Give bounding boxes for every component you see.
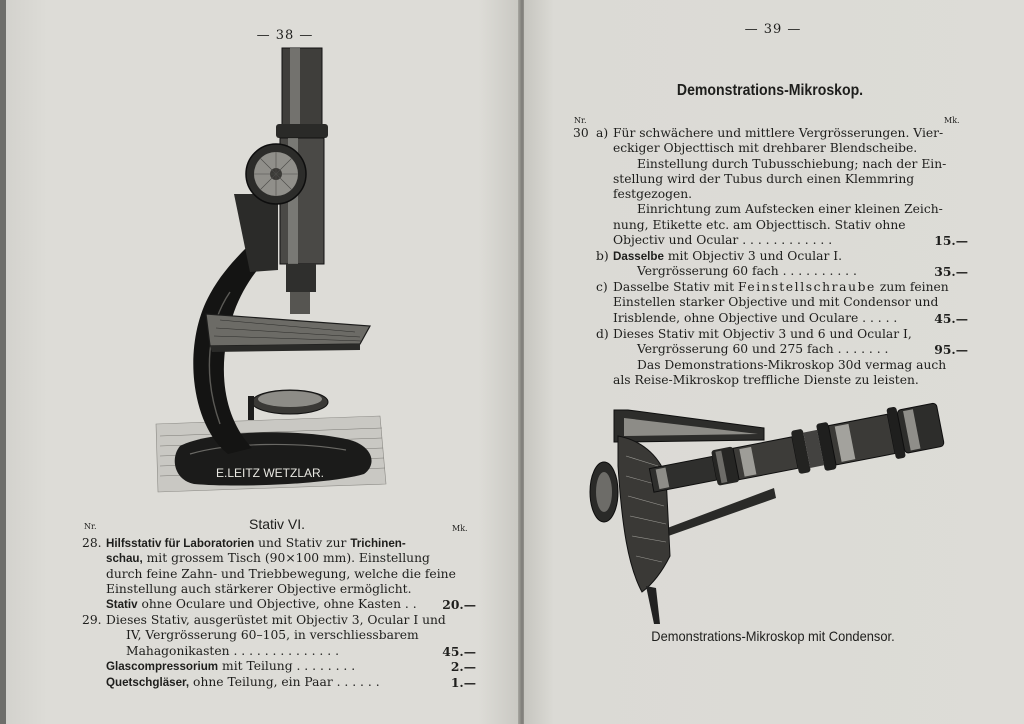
column-header-nr-right: Nr. bbox=[574, 116, 587, 125]
entry-bold-term: Dasselbe bbox=[613, 250, 664, 263]
microscope-stand-illustration bbox=[150, 44, 390, 524]
base-engraving: E.LEITZ WETZLAR. bbox=[216, 466, 325, 480]
entry-text: festgezogen. bbox=[613, 187, 693, 202]
entry-text: durch feine Zahn- und Triebbewegung, welche die feine bbox=[106, 566, 456, 581]
price: 2.— bbox=[450, 659, 476, 674]
entry-text: zum feinen bbox=[875, 280, 949, 294]
page-number-left: — 38 — bbox=[256, 28, 314, 43]
entry-text: stellung wird der Tubus durch einen Klemmring bbox=[613, 171, 915, 186]
page-title: Demonstrations-Mikroskop. bbox=[676, 82, 864, 99]
entry-text: Vergrösserung 60 und 275 fach . . . . . . . bbox=[637, 342, 889, 357]
demonstration-microscope-illustration bbox=[588, 406, 958, 626]
price: 45.— bbox=[934, 311, 968, 326]
entry-text: als Reise-Mikroskop treffliche Dienste zu leisten. bbox=[613, 372, 919, 387]
caption-demonstration-microscope: Demonstrations-Mikroskop mit Condensor. bbox=[651, 628, 895, 644]
entry-text: Einstellung auch stärkerer Objective ermöglicht. bbox=[106, 581, 412, 596]
entry-text: Dasselbe Stativ mit bbox=[613, 280, 738, 294]
catalog-item-30d bbox=[613, 327, 947, 388]
catalog-entry-29 bbox=[106, 613, 446, 659]
entry-bold-term: Glascompressorium bbox=[106, 660, 219, 673]
entry-text: Objectiv und Ocular . . . . . . . . . . . . bbox=[613, 233, 833, 248]
entry-text: Einstellen starker Objective und mit Condensor und bbox=[613, 295, 939, 310]
price: 35.— bbox=[934, 264, 968, 279]
entry-bold-term: Quetschgläser, bbox=[106, 676, 190, 689]
item-label-d: d) bbox=[596, 327, 609, 341]
entry-text: IV, Vergrösserung 60–105, in verschliessbarem bbox=[126, 628, 419, 643]
catalog-item-30c bbox=[613, 280, 949, 326]
entry-text: Mahagonikasten . . . . . . . . . . . . . . bbox=[126, 643, 339, 658]
entry-number: 30 bbox=[573, 126, 589, 140]
column-header-mk-right: Mk. bbox=[944, 116, 960, 125]
entry-spaced-term: Feinstellschraube bbox=[737, 280, 876, 294]
entry-text: Irisblende, ohne Objective und Oculare . . . . . bbox=[613, 310, 898, 325]
entry-text: Das Demonstrations-Mikroskop 30d vermag auch bbox=[637, 357, 947, 372]
entry-bold-term: Stativ bbox=[106, 598, 138, 612]
item-label-c: c) bbox=[596, 280, 608, 294]
item-label-a: a) bbox=[596, 126, 609, 140]
entry-text: Dieses Stativ, ausgerüstet mit Objectiv 3, Ocular I und bbox=[106, 613, 446, 627]
entry-text: Dieses Stativ mit Objectiv 3 und 6 und Ocular I, bbox=[613, 327, 912, 341]
catalog-entry-glascompressorium bbox=[106, 659, 436, 674]
column-header-nr-left: Nr. bbox=[84, 522, 97, 531]
entry-text: mit grossem Tisch (90×100 mm). Einstellung bbox=[142, 551, 430, 566]
entry-text: mit Teilung . . . . . . . . bbox=[218, 659, 356, 673]
caption-stativ: Stativ VI. bbox=[248, 516, 306, 532]
catalog-item-30a bbox=[613, 126, 947, 248]
price: 1.— bbox=[450, 675, 476, 690]
column-header-mk-left: Mk. bbox=[452, 524, 468, 533]
catalog-entry-quetschglaeser bbox=[106, 675, 436, 690]
entry-text: eckiger Objecttisch mit drehbarer Blendscheibe. bbox=[613, 141, 918, 156]
entry-number: 29. bbox=[82, 613, 102, 627]
entry-bold-term: Hilfsstativ für Laboratorien bbox=[106, 537, 255, 550]
item-label-b: b) bbox=[596, 249, 609, 263]
entry-number: 28. bbox=[82, 536, 102, 550]
price: 95.— bbox=[934, 342, 968, 357]
price: 15.— bbox=[934, 233, 968, 248]
entry-text: und Stativ zur bbox=[254, 536, 351, 550]
catalog-item-30b bbox=[613, 249, 925, 280]
price: 45.— bbox=[442, 644, 476, 659]
catalog-entry-28 bbox=[106, 536, 456, 612]
entry-text: nung, Etikette etc. am Objecttisch. Stativ ohne bbox=[613, 217, 906, 232]
price: 20.— bbox=[442, 597, 476, 612]
entry-text: ohne Oculare und Objective, ohne Kasten . . bbox=[137, 597, 417, 612]
entry-text: Für schwächere und mittlere Vergrösserungen. Vier- bbox=[613, 126, 944, 140]
entry-text: Vergrösserung 60 fach . . . . . . . . . . bbox=[637, 264, 857, 279]
entry-text: ohne Teilung, ein Paar . . . . . . bbox=[189, 675, 380, 689]
entry-text: mit Objectiv 3 und Ocular I. bbox=[663, 249, 842, 263]
entry-bold-term: Trichinen- bbox=[350, 537, 406, 550]
entry-bold-term: schau, bbox=[106, 552, 143, 566]
entry-text: Einrichtung zum Aufstecken einer kleinen Zeich- bbox=[637, 202, 943, 217]
entry-text: Einstellung durch Tubusschiebung; nach der Ein- bbox=[637, 156, 947, 171]
page-number-right: — 39 — bbox=[744, 22, 802, 37]
